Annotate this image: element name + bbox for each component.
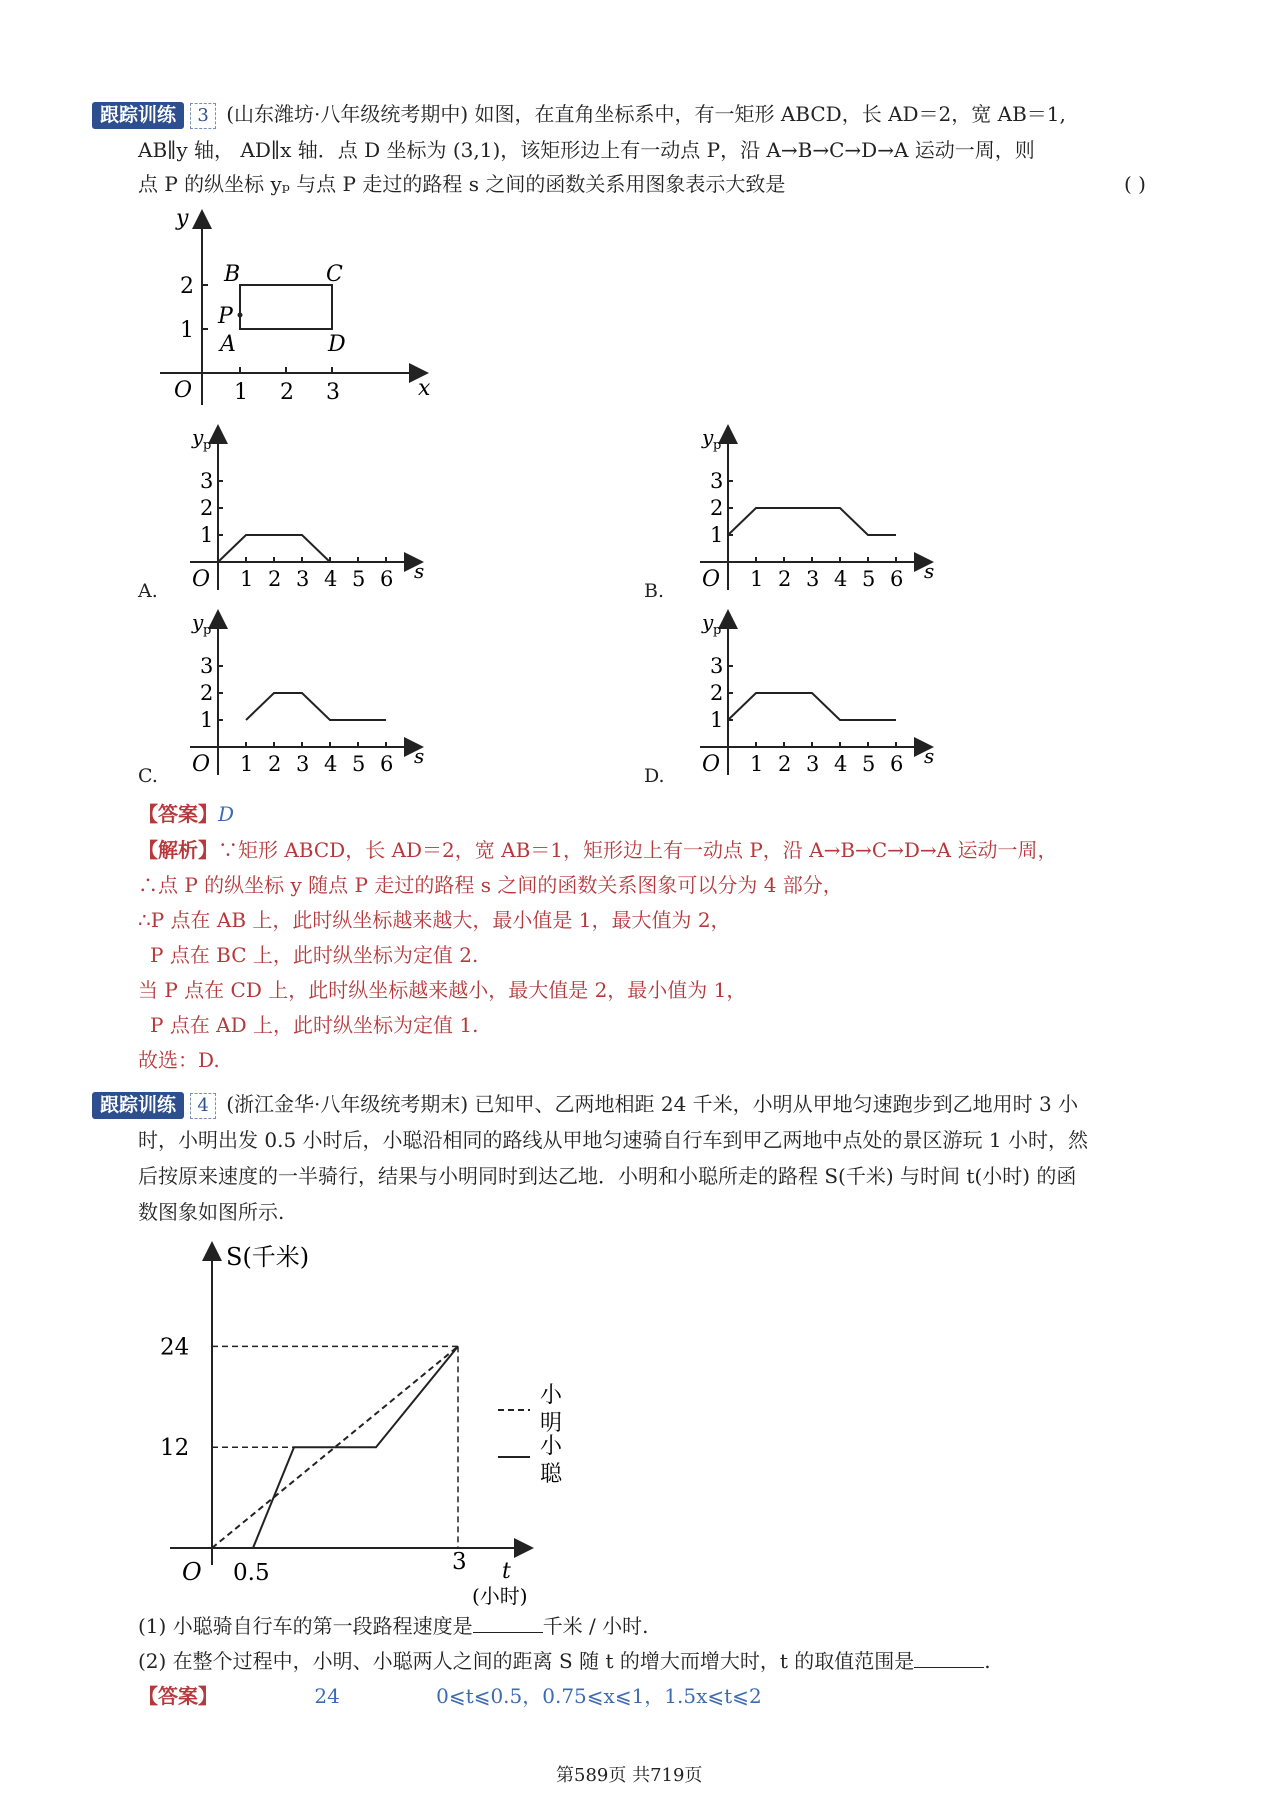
q4-q2-blank[interactable] bbox=[914, 1649, 984, 1668]
opt-y-tick-label: 2 bbox=[200, 496, 214, 520]
opt-y-tick-label: 1 bbox=[710, 523, 724, 547]
opt-x-tick-label: 4 bbox=[324, 567, 338, 591]
q3-answer-value: D bbox=[218, 802, 235, 826]
q4-q1-unit: 千米 / 小时. bbox=[542, 1614, 649, 1638]
q3-answer bbox=[138, 800, 234, 828]
option-b-letter: B. bbox=[644, 580, 665, 602]
opt-origin: O bbox=[702, 752, 721, 777]
option-a-letter: A. bbox=[138, 580, 158, 602]
option-c-letter: C. bbox=[138, 765, 158, 787]
legend-xiaocong-label: 小聪 bbox=[540, 1434, 563, 1487]
opt-y-label-sub: p bbox=[203, 623, 212, 638]
q4-tag: 跟踪训练 bbox=[92, 1092, 184, 1119]
opt-x-tick-label: 4 bbox=[834, 567, 848, 591]
fig-x-tick-1: 1 bbox=[234, 380, 248, 405]
st-x-tick-3: 3 bbox=[452, 1549, 467, 1575]
opt-x-tick-label: 1 bbox=[750, 752, 764, 776]
option-d-letter: D. bbox=[644, 765, 665, 787]
fig-label-b: B bbox=[224, 262, 241, 287]
opt-x-tick-label: 5 bbox=[862, 752, 876, 776]
st-y-tick-24: 24 bbox=[160, 1334, 190, 1361]
fig-point-p-dot bbox=[238, 313, 243, 318]
fig-origin: O bbox=[174, 378, 193, 403]
st-y-label: S(千米) bbox=[226, 1243, 310, 1271]
opt-origin: O bbox=[192, 567, 211, 592]
analysis-line: ∵矩形 ABCD，长 AD＝2，宽 AB＝1，矩形边上有一动点 P，沿 A→B→C→D→A 运动一周， bbox=[218, 838, 1058, 862]
st-x-label-unit: (小时) bbox=[472, 1584, 528, 1608]
opt-x-tick-label: 2 bbox=[778, 752, 792, 776]
q4-distance-time-chart bbox=[160, 1235, 600, 1610]
opt-y-tick-label: 3 bbox=[710, 469, 724, 493]
option-d-graph bbox=[680, 605, 950, 785]
opt-x-tick-label: 4 bbox=[834, 752, 848, 776]
legend-xiaoming-label: 小明 bbox=[540, 1383, 563, 1436]
opt-x-tick-label: 5 bbox=[862, 567, 876, 591]
opt-x-tick-label: 3 bbox=[806, 567, 820, 591]
q3-rectangle-figure bbox=[150, 205, 440, 410]
st-y-tick-12: 12 bbox=[160, 1435, 190, 1462]
opt-x-tick-label: 5 bbox=[352, 752, 366, 776]
opt-origin: O bbox=[192, 752, 211, 777]
fig-y-tick-1: 1 bbox=[180, 318, 194, 343]
q3-text-line1: (山东潍坊·八年级统考期中) 如图，在直角坐标系中，有一矩形 ABCD，长 AD＝2，宽 AB＝1, bbox=[226, 102, 1066, 126]
q3-answer-paren: ( ) bbox=[1124, 172, 1146, 196]
fig-rectangle-abcd bbox=[240, 285, 332, 329]
opt-x-tick-label: 1 bbox=[750, 567, 764, 591]
q4-answer-1: 24 bbox=[314, 1684, 340, 1708]
opt-y-tick-label: 2 bbox=[710, 681, 724, 705]
q4-q1-blank[interactable] bbox=[473, 1614, 543, 1633]
q4-text-line3: 后按原来速度的一半骑行，结果与小明同时到达乙地．小明和小聪所走的路程 S(千米) 与时间 t(小时) 的函 bbox=[138, 1164, 1077, 1188]
opt-y-label: y bbox=[192, 610, 204, 634]
q4-subquestion-2: (2) 在整个过程中，小明、小聪两人之间的距离 S 随 t 的增大而增大时，t 的取值范围是 . bbox=[138, 1649, 991, 1673]
opt-function-line bbox=[728, 693, 896, 720]
opt-function-line bbox=[728, 508, 896, 535]
opt-function-line bbox=[246, 693, 386, 720]
q3-tag: 跟踪训练 bbox=[92, 102, 184, 129]
opt-x-label: s bbox=[414, 559, 425, 583]
opt-x-label: s bbox=[924, 744, 935, 768]
q4-line1 bbox=[92, 1090, 1078, 1119]
q4-q2-text: (2) 在整个过程中，小明、小聪两人之间的距离 S 随 t 的增大而增大时，t 的取值范围是 bbox=[138, 1649, 915, 1673]
opt-x-tick-label: 6 bbox=[890, 752, 904, 776]
opt-x-tick-label: 5 bbox=[352, 567, 366, 591]
opt-y-label: y bbox=[702, 610, 714, 634]
page-footer: 第589页 共719页 bbox=[556, 1765, 703, 1786]
opt-x-tick-label: 4 bbox=[324, 752, 338, 776]
fig-label-c: C bbox=[326, 262, 343, 287]
fig-label-d: D bbox=[328, 332, 346, 357]
opt-x-tick-label: 1 bbox=[240, 567, 254, 591]
fig-label-a: A bbox=[220, 332, 236, 357]
q4-q1-text: (1) 小聪骑自行车的第一段路程速度是 bbox=[138, 1614, 473, 1638]
opt-y-tick-label: 3 bbox=[200, 654, 214, 678]
opt-y-tick-label: 2 bbox=[200, 681, 214, 705]
q3-analysis-7: 故选：D. bbox=[138, 1048, 220, 1072]
opt-x-tick-label: 1 bbox=[240, 752, 254, 776]
q3-analysis-4: P 点在 BC 上，此时纵坐标为定值 2. bbox=[150, 943, 479, 967]
opt-y-tick-label: 1 bbox=[200, 708, 214, 732]
q3-analysis-3: ∴P 点在 AB 上，此时纵坐标越来越大，最小值是 1，最大值为 2， bbox=[138, 908, 731, 932]
q3-analysis-2: ∴点 P 的纵坐标 y 随点 P 走过的路程 s 之间的函数关系图象可以分为 4 部分， bbox=[138, 873, 843, 897]
opt-y-tick-label: 3 bbox=[710, 654, 724, 678]
opt-x-tick-label: 6 bbox=[380, 752, 394, 776]
fig-label-p: P bbox=[218, 304, 233, 329]
fig-x-label: x bbox=[418, 376, 431, 401]
opt-y-label: y bbox=[192, 425, 204, 449]
opt-y-label-sub: p bbox=[713, 438, 722, 453]
q4-text-line1: (浙江金华·八年级统考期末) 已知甲、乙两地相距 24 千米，小明从甲地匀速跑步到乙地用时 3 小 bbox=[226, 1092, 1079, 1116]
q3-analysis-tag: 【解析】 bbox=[138, 838, 218, 862]
q3-text-line2: AB∥y 轴， AD∥x 轴．点 D 坐标为 (3,1)，该矩形边上有一动点 P，沿 A→B→C→D→A 运动一周，则 bbox=[138, 138, 1035, 162]
opt-x-tick-label: 2 bbox=[268, 567, 282, 591]
q3-text-line3: 点 P 的纵坐标 yₚ 与点 P 走过的路程 s 之间的函数关系用图象表示大致是 bbox=[138, 172, 786, 196]
opt-y-label-sub: p bbox=[713, 623, 722, 638]
q4-answer-2: 0⩽t⩽0.5，0.75⩽x⩽1，1.5x⩽t⩽2 bbox=[436, 1684, 762, 1708]
q3-analysis-5: 当 P 点在 CD 上，此时纵坐标越来越小，最大值是 2，最小值为 1， bbox=[138, 978, 747, 1002]
q4-answer bbox=[138, 1682, 762, 1710]
opt-x-tick-label: 3 bbox=[296, 752, 310, 776]
st-origin: O bbox=[182, 1558, 202, 1586]
q3-analysis-6: P 点在 AD 上，此时纵坐标为定值 1. bbox=[150, 1013, 479, 1037]
opt-x-tick-label: 2 bbox=[268, 752, 282, 776]
q4-answer-tag: 【答案】 bbox=[138, 1684, 218, 1708]
option-b-graph bbox=[680, 420, 950, 600]
opt-x-tick-label: 2 bbox=[778, 567, 792, 591]
opt-y-tick-label: 1 bbox=[710, 708, 724, 732]
q4-text-line2: 时，小明出发 0.5 小时后，小聪沿相同的路线从甲地匀速骑自行车到甲乙两地中点处的景区游玩 1 小时，然 bbox=[138, 1128, 1088, 1152]
opt-x-tick-label: 3 bbox=[296, 567, 310, 591]
fig-x-tick-3: 3 bbox=[326, 380, 340, 405]
opt-x-label: s bbox=[924, 559, 935, 583]
opt-y-label: y bbox=[702, 425, 714, 449]
q4-number: 4 bbox=[190, 1093, 215, 1119]
opt-x-label: s bbox=[414, 744, 425, 768]
q3-line1 bbox=[92, 100, 1066, 129]
st-x-label: t bbox=[502, 1559, 511, 1584]
q4-subquestion-1 bbox=[138, 1612, 649, 1640]
opt-x-tick-label: 6 bbox=[890, 567, 904, 591]
fig-y-tick-2: 2 bbox=[180, 274, 194, 299]
opt-y-label-sub: p bbox=[203, 438, 212, 453]
fig-x-tick-2: 2 bbox=[280, 380, 294, 405]
fig-y-label: y bbox=[176, 206, 189, 231]
opt-x-tick-label: 6 bbox=[380, 567, 394, 591]
option-c-graph bbox=[170, 605, 440, 785]
opt-y-tick-label: 1 bbox=[200, 523, 214, 547]
st-x-tick-0.5: 0.5 bbox=[233, 1560, 270, 1586]
q4-text-line4: 数图象如图所示. bbox=[138, 1200, 285, 1224]
q3-analysis-1 bbox=[138, 836, 1057, 864]
opt-y-tick-label: 2 bbox=[710, 496, 724, 520]
option-a-graph bbox=[170, 420, 440, 600]
q3-number: 3 bbox=[190, 103, 215, 129]
q3-answer-tag: 【答案】 bbox=[138, 802, 218, 826]
opt-y-tick-label: 3 bbox=[200, 469, 214, 493]
opt-x-tick-label: 3 bbox=[806, 752, 820, 776]
opt-origin: O bbox=[702, 567, 721, 592]
